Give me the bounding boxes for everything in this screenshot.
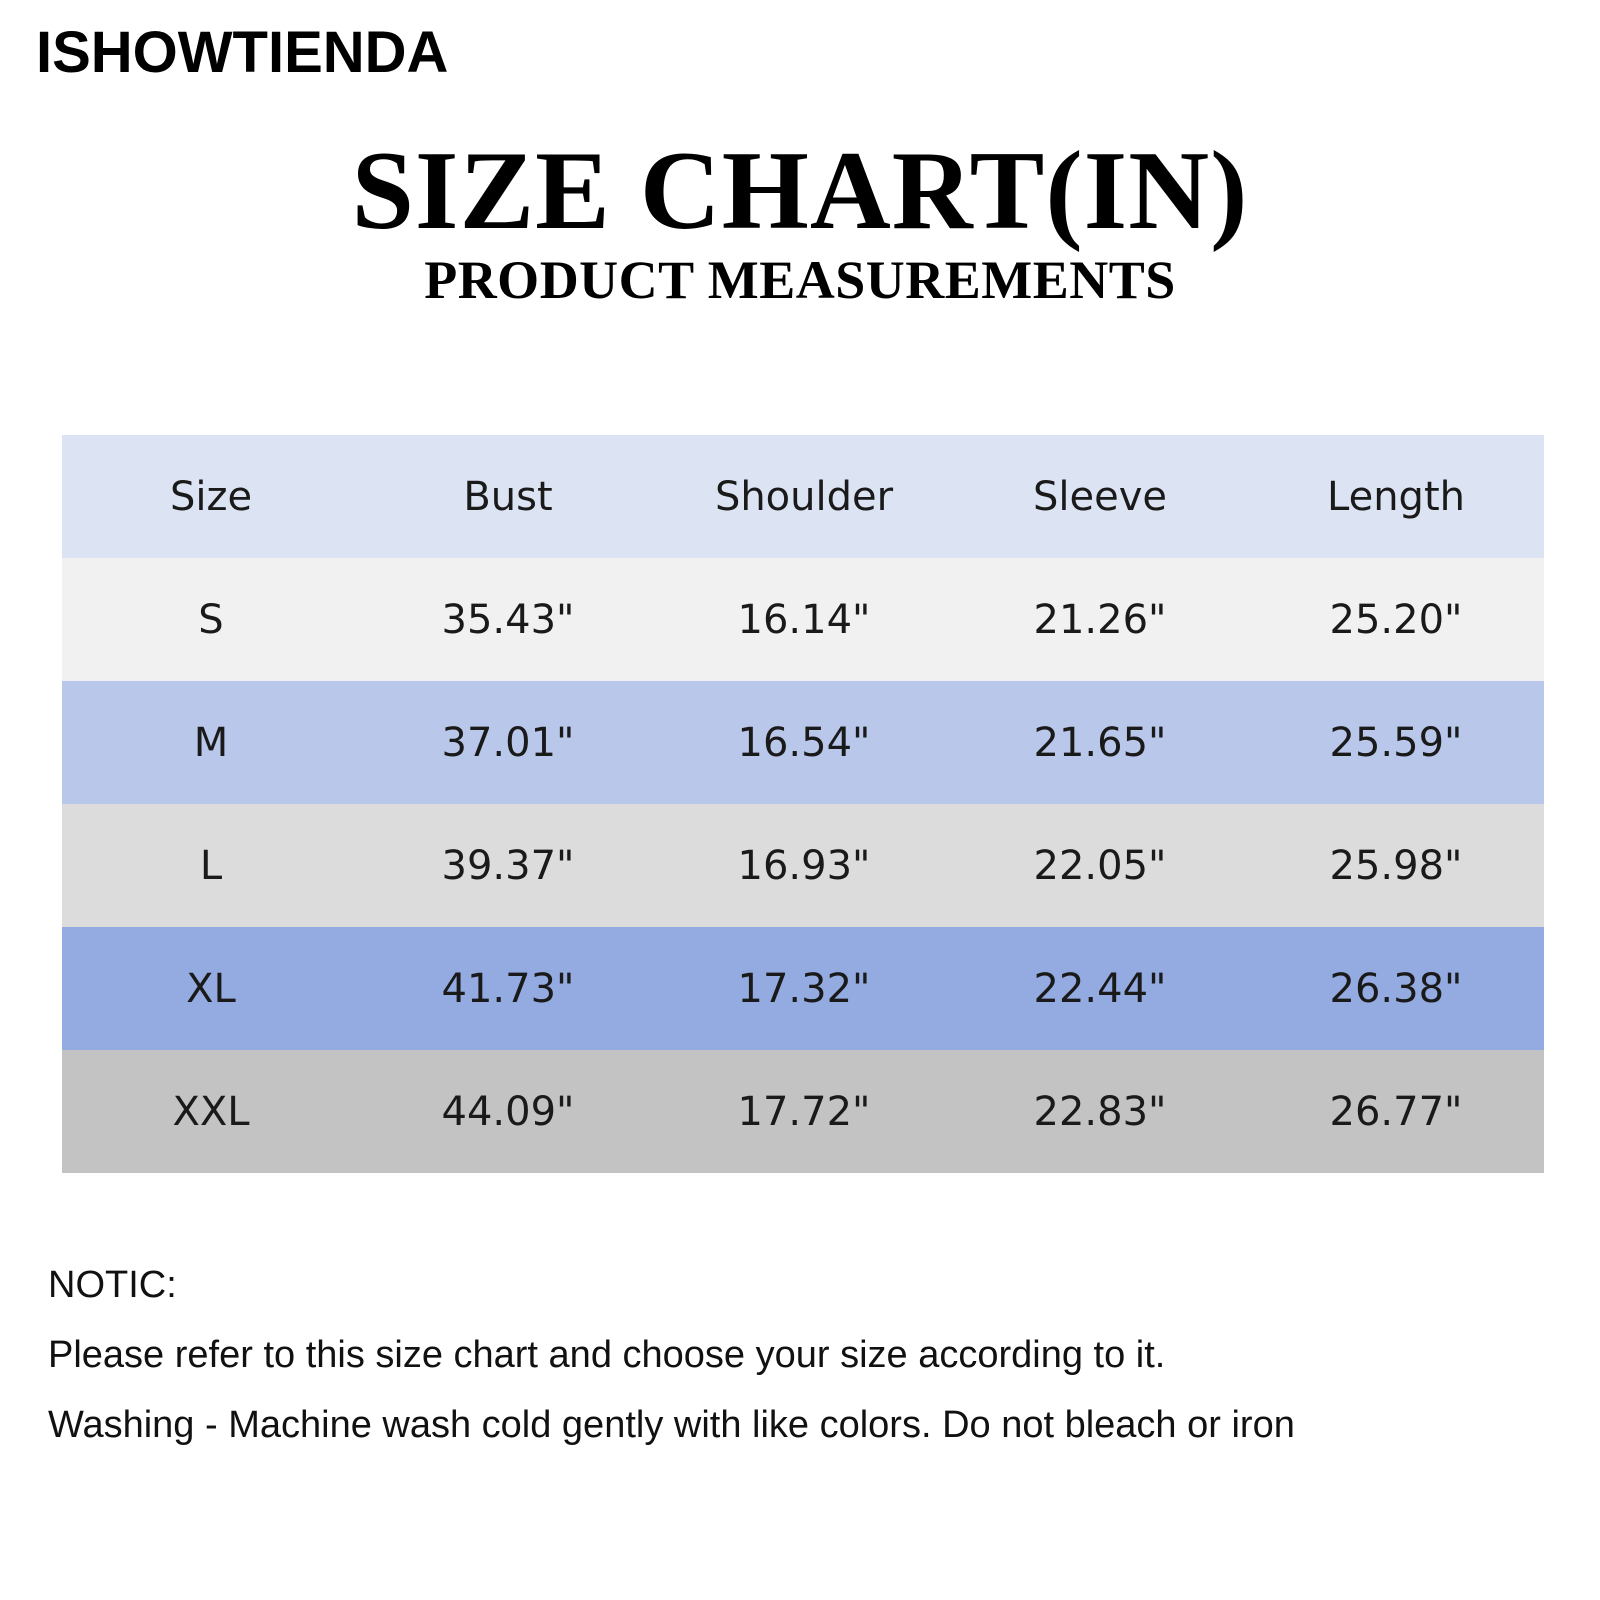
length-cell: 26.77" bbox=[1329, 1088, 1463, 1135]
notes-section bbox=[48, 1262, 1295, 1472]
table-row bbox=[62, 1050, 1544, 1173]
notes-size-advice: Please refer to this size chart and choose your size according to it. bbox=[48, 1334, 1166, 1376]
sleeve-cell: 22.83" bbox=[1033, 1088, 1167, 1135]
bust-cell: 39.37" bbox=[441, 842, 575, 889]
bust-cell: 37.01" bbox=[441, 719, 575, 766]
length-cell: 26.38" bbox=[1329, 965, 1463, 1012]
shoulder-cell: 16.54" bbox=[737, 719, 871, 766]
page-title: SIZE CHART(IN) bbox=[351, 129, 1249, 253]
length-cell: 25.20" bbox=[1329, 596, 1463, 643]
sleeve-cell: 21.65" bbox=[1033, 719, 1167, 766]
bust-cell: 44.09" bbox=[441, 1088, 575, 1135]
table-header-row bbox=[62, 435, 1544, 558]
table-row bbox=[62, 681, 1544, 804]
column-header-bust: Bust bbox=[463, 473, 553, 520]
page-subtitle: PRODUCT MEASUREMENTS bbox=[424, 250, 1176, 310]
shoulder-cell: 17.72" bbox=[737, 1088, 871, 1135]
size-cell: XXL bbox=[172, 1088, 250, 1135]
length-cell: 25.59" bbox=[1329, 719, 1463, 766]
column-header-shoulder: Shoulder bbox=[714, 473, 894, 520]
table-row bbox=[62, 804, 1544, 927]
table-row bbox=[62, 558, 1544, 681]
column-header-length: Length bbox=[1327, 473, 1465, 520]
sleeve-cell: 21.26" bbox=[1033, 596, 1167, 643]
column-header-sleeve: Sleeve bbox=[1032, 473, 1167, 520]
size-chart-table bbox=[62, 435, 1544, 1173]
column-header-size: Size bbox=[169, 473, 253, 520]
sleeve-cell: 22.05" bbox=[1033, 842, 1167, 889]
size-cell: XL bbox=[186, 965, 236, 1012]
size-cell: S bbox=[198, 596, 224, 643]
shoulder-cell: 16.93" bbox=[737, 842, 871, 889]
notes-washing-instructions: Washing - Machine wash cold gently with like colors. Do not bleach or iron bbox=[48, 1404, 1295, 1446]
shoulder-cell: 17.32" bbox=[737, 965, 871, 1012]
bust-cell: 35.43" bbox=[441, 596, 575, 643]
bust-cell: 41.73" bbox=[441, 965, 575, 1012]
table-row bbox=[62, 927, 1544, 1050]
notes-heading: NOTIC: bbox=[48, 1264, 177, 1306]
brand-logo: ISHOWTIENDA bbox=[36, 20, 449, 85]
sleeve-cell: 22.44" bbox=[1033, 965, 1167, 1012]
size-cell: L bbox=[199, 842, 223, 889]
size-cell: M bbox=[193, 719, 229, 766]
shoulder-cell: 16.14" bbox=[737, 596, 871, 643]
length-cell: 25.98" bbox=[1329, 842, 1463, 889]
